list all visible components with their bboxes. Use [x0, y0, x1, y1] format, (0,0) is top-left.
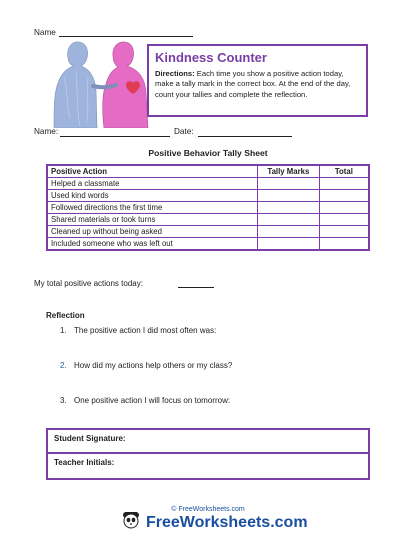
panda-logo-icon — [122, 511, 140, 529]
tally-cell[interactable] — [258, 214, 320, 226]
reflection-title: Reflection — [46, 311, 85, 320]
teacher-initials-row[interactable] — [48, 454, 368, 478]
sheet-title: Positive Behavior Tally Sheet — [148, 148, 268, 158]
total-prompt: My total positive actions today: — [34, 279, 143, 288]
directions-label: Directions: — [155, 69, 195, 78]
question-number: 3. — [60, 396, 67, 405]
question-number: 1. — [60, 326, 67, 335]
table-row — [47, 238, 369, 251]
tally-cell[interactable] — [258, 238, 320, 251]
reflection-question — [60, 396, 230, 405]
header-positive-action: Positive Action — [47, 165, 258, 178]
kindness-illustration — [46, 38, 156, 128]
tally-cell[interactable] — [258, 190, 320, 202]
action-cell: Cleaned up without being asked — [47, 226, 258, 238]
total-cell[interactable] — [319, 238, 369, 251]
signature-box — [46, 428, 370, 480]
question-number: 2. — [60, 361, 67, 370]
title-box — [147, 44, 368, 117]
footer-brand-text: FreeWorksheets.com — [146, 514, 308, 531]
student-signature-row[interactable] — [48, 430, 368, 454]
action-cell: Followed directions the first time — [47, 202, 258, 214]
table-row — [47, 202, 369, 214]
reflection-question — [60, 326, 216, 335]
table-row — [47, 226, 369, 238]
total-cell[interactable] — [319, 214, 369, 226]
action-cell: Shared materials or took turns — [47, 214, 258, 226]
teacher-initials-label: Teacher Initials: — [54, 458, 115, 467]
reflection-question — [60, 361, 232, 370]
date-label: Date: — [174, 127, 194, 136]
tally-cell[interactable] — [258, 226, 320, 238]
question-text: The positive action I did most often was: — [74, 326, 217, 335]
worksheet-title: Kindness Counter — [155, 50, 267, 65]
name-line[interactable] — [59, 30, 193, 37]
date-line[interactable] — [198, 130, 292, 137]
action-cell: Used kind words — [47, 190, 258, 202]
action-cell: Helped a classmate — [47, 178, 258, 190]
footer-logo — [122, 514, 308, 534]
copyright-icon: © — [171, 506, 179, 513]
tally-table — [46, 164, 370, 251]
table-row — [47, 178, 369, 190]
total-cell[interactable] — [319, 178, 369, 190]
table-row — [47, 214, 369, 226]
footer-url-text: FreeWorksheets.com — [178, 506, 245, 513]
total-answer-line[interactable] — [178, 281, 214, 288]
header-tally-marks: Tally Marks — [258, 165, 320, 178]
question-text: One positive action I will focus on tomorrow: — [74, 396, 231, 405]
action-cell: Included someone who was left out — [47, 238, 258, 251]
student-name-line[interactable] — [60, 130, 170, 137]
student-signature-label: Student Signature: — [54, 434, 126, 443]
tally-cell[interactable] — [258, 178, 320, 190]
total-cell[interactable] — [319, 202, 369, 214]
question-text: How did my actions help others or my class? — [74, 361, 233, 370]
header-total: Total — [319, 165, 369, 178]
blue-figure — [54, 42, 97, 128]
student-name-label: Name: — [34, 127, 59, 136]
name-label: Name — [34, 28, 56, 37]
table-row — [47, 190, 369, 202]
total-cell[interactable] — [319, 190, 369, 202]
total-cell[interactable] — [319, 226, 369, 238]
tally-cell[interactable] — [258, 202, 320, 214]
directions-text — [155, 69, 360, 100]
table-header-row — [47, 165, 369, 178]
footer-url[interactable] — [0, 506, 416, 513]
directions-body: Each time you show a positive action today, make a tally mark in the correct box. At the end of the day, count your tallies and complete the reflection. — [155, 69, 351, 99]
